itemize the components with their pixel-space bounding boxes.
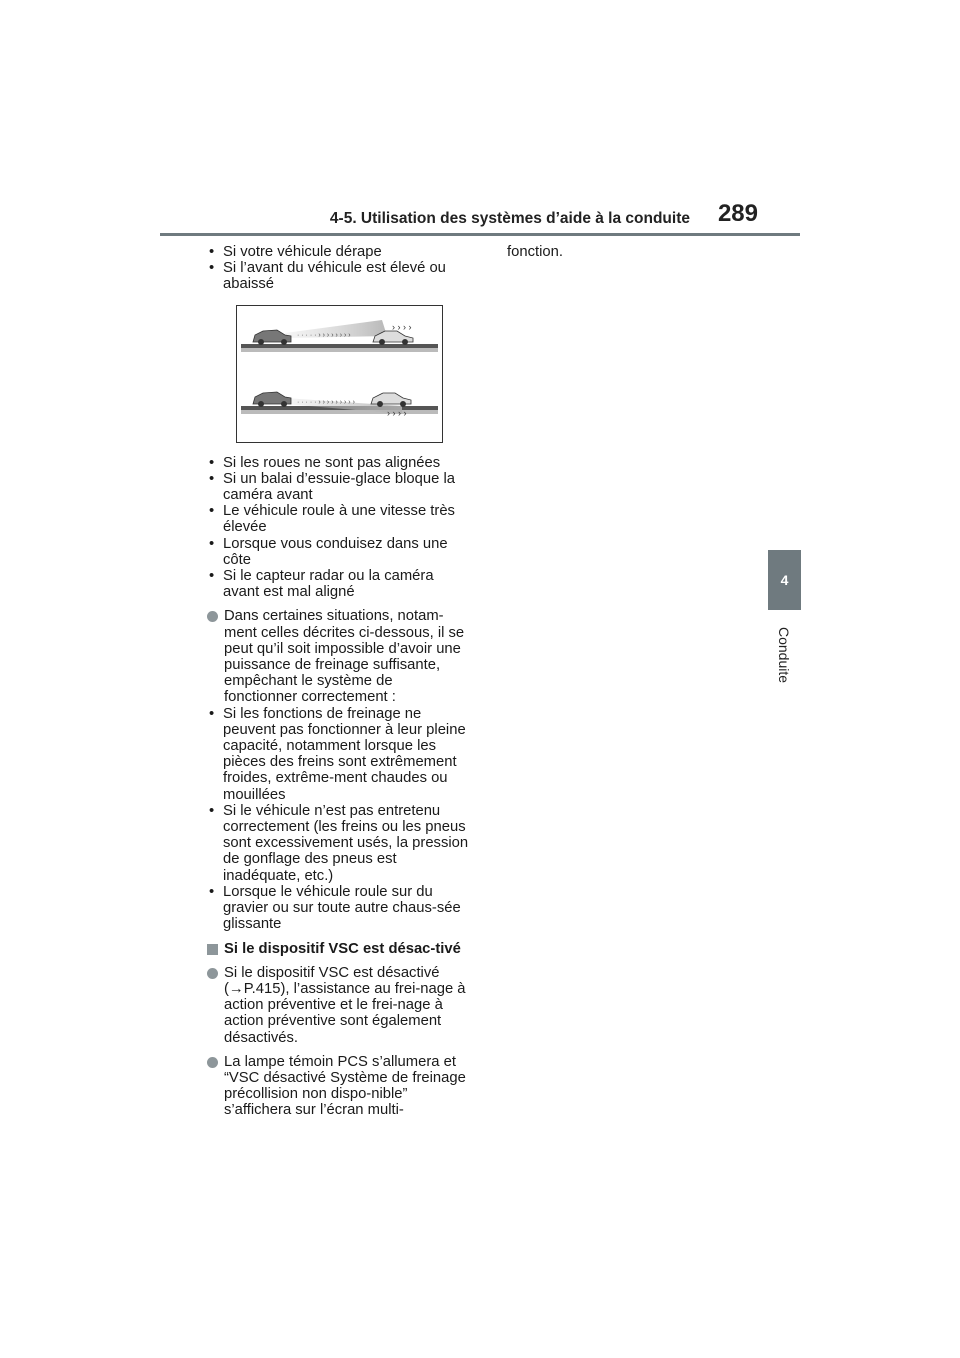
svg-text:› › › ›: › › › › xyxy=(387,407,407,418)
bullet-glyph: • xyxy=(209,454,215,471)
chapter-number: 4 xyxy=(780,572,789,588)
vsc-note-2 xyxy=(207,1054,469,1119)
vsc-note-2-text: La lampe témoin PCS s’allumera et “VSC désactivé Système de freinage précollision non dispo-nible” s’affichera sur l’écran multi- xyxy=(224,1053,466,1119)
vsc-heading-text: Si le dispositif VSC est désac-tivé xyxy=(224,940,461,957)
chapter-tab xyxy=(768,550,801,610)
svg-text:· · · · · › › › › › › › ›: · · · · · › › › › › › › › xyxy=(297,331,351,339)
right-column xyxy=(507,244,769,260)
list-item xyxy=(207,244,469,260)
bullet-glyph: • xyxy=(209,470,215,487)
square-bullet-icon xyxy=(207,944,218,955)
list-item-text: Lorsque vous conduisez dans une côte xyxy=(223,535,448,568)
list-item xyxy=(207,803,469,884)
list-item xyxy=(207,884,469,933)
list-item-text: Si les roues ne sont pas alignées xyxy=(223,454,441,471)
circle-bullet-icon xyxy=(207,611,218,622)
bullet-glyph: • xyxy=(209,705,215,722)
chapter-label-box xyxy=(768,620,801,690)
page-number: 289 xyxy=(717,200,758,227)
list-item xyxy=(207,706,469,803)
list-item xyxy=(207,536,469,568)
bullet-glyph: • xyxy=(209,260,215,277)
svg-text:› › › ›: › › › › xyxy=(392,321,412,332)
left-column xyxy=(207,244,469,1119)
list-item xyxy=(207,455,469,471)
braking-note xyxy=(207,608,469,932)
list-item xyxy=(207,260,469,292)
car-pitch-figure xyxy=(236,305,443,443)
circle-bullet-icon xyxy=(207,968,218,979)
list-item-text: Si le capteur radar ou la caméra avant est mal aligné xyxy=(223,568,434,601)
vsc-heading xyxy=(207,941,469,957)
car-pitch-illustration-icon xyxy=(237,306,442,442)
list-item-text: Le véhicule roule à une vitesse très élevée xyxy=(223,503,455,536)
bullet-glyph: • xyxy=(209,503,215,520)
header-rule xyxy=(160,233,800,236)
section-title: 4-5. Utilisation des systèmes d’aide à la conduite xyxy=(329,210,690,227)
list-item xyxy=(207,568,469,600)
vsc-note-1 xyxy=(207,965,469,1046)
page-header xyxy=(160,200,800,236)
continuation-text: fonction. xyxy=(507,244,563,260)
chapter-label: Conduite xyxy=(776,626,793,684)
list-item-text: Si un balai d’essuie-glace bloque la caméra avant xyxy=(223,470,455,504)
bullet-glyph: • xyxy=(209,244,215,260)
list-item-text: Si votre véhicule dérape xyxy=(223,244,382,260)
list-item xyxy=(207,503,469,535)
braking-sub-list xyxy=(207,706,469,933)
list-item-text: Si l’avant du véhicule est élevé ou abaissé xyxy=(223,260,446,293)
bullet-glyph: • xyxy=(209,802,215,819)
bullet-glyph: • xyxy=(209,883,215,900)
list-item xyxy=(207,471,469,503)
vsc-note-1-text: Si le dispositif VSC est désactivé (→P.415), l’assistance au frei-nage à action préventive et le frei-nage à action préventive sont également désactivés. xyxy=(224,964,466,1046)
list-item-text: Si le véhicule n’est pas entretenu correctement (les freins ou les pneus sont excessivement usés, la pression de gonflage des pneus est inadéquate, etc.) xyxy=(223,802,469,884)
bullet-glyph: • xyxy=(209,535,215,552)
braking-note-text: Dans certaines situations, notam-ment celles décrites ci-dessous, il se peut qu’il soit impossible d’avoir une puissance de freinage suffisante, empêchant le système de fonctionner correctement : xyxy=(224,608,465,706)
bullet-glyph: • xyxy=(209,568,215,585)
svg-text:· · · · · › › › › › › › › ›: · · · · · › › › › › › › › › xyxy=(297,398,355,406)
list-item-text: Si les fonctions de freinage ne peuvent pas fonctionner à leur pleine capacité, notamment lorsque les pièces des freins sont extrêmement froides, extrême-ment chaudes ou mouillées xyxy=(223,705,466,803)
circle-bullet-icon xyxy=(207,1057,218,1068)
list-item-text: Lorsque le véhicule roule sur du gravier ou sur toute autre chaus-sée glissante xyxy=(223,883,461,933)
